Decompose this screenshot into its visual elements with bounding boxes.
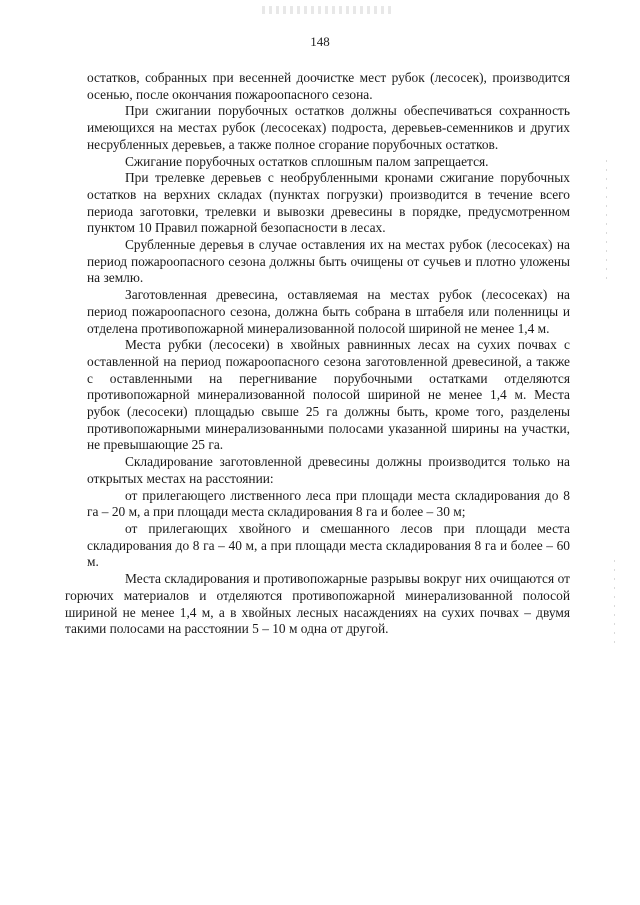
page-number: 148	[310, 34, 330, 49]
document-body	[65, 70, 570, 638]
paragraph-7: Места рубки (лесосеки) в хвойных равнинных лесах на сухих почвах с оставленной на период пожароопасного сезона заготовленной древесиной, а также с оставленными на перегнивание порубочными остатками отделяются противопожарной минерализованной полосой шириной не менее 1,4 м. Места рубок (лесосеки) площадью свыше 25 га должны быть, кроме того, разделены противопожарными минерализованными полосами указанной ширины на участки, не превышающие 25 га.	[87, 337, 570, 453]
paragraph-8: Складирование заготовленной древесины должны производится только на открытых местах на расстоянии:	[87, 454, 570, 486]
paragraph-2: При сжигании порубочных остатков должны обеспечиваться сохранность имеющихся на местах рубок (лесосеках) подроста, деревьев-семенников и других несрубленных деревьев, а также полное сгорание порубочных остатков.	[87, 103, 570, 152]
paragraph-5: Срубленные деревья в случае оставления их на местах рубок (лесосеках) на период пожароопасного сезона должны быть очищены от сучьев и плотно уложены на землю.	[87, 237, 570, 286]
paragraph-3: Сжигание порубочных остатков сплошным палом запрещается.	[125, 153, 489, 169]
paragraph-1: остатков, собранных при весенней доочистке мест рубок (лесосек), производится осенью, после окончания пожароопасного сезона.	[87, 70, 570, 102]
paragraph-4: При трелевке деревьев с необрубленными кронами сжигание порубочных остатков на верхних складах (пунктах погрузки) производится в течение всего периода заготовки, трелевки и вывозки древесины в порядке, предусмотренном пунктом 10 Правил пожарной безопасности в лесах.	[87, 170, 570, 236]
paragraph-10: от прилегающих хвойного и смешанного лесов при площади места складирования до 8 га – 40 м, а при площади места складирования 8 га и более – 60 м.	[87, 520, 570, 570]
scan-artifact	[262, 6, 392, 14]
paragraph-6: Заготовленная древесина, оставляемая на местах рубок (лесосеках) на период пожароопасного сезона, должна быть собрана в штабеля или поленницы и отделена противопожарной минерализованной полосой шириной не менее 1,4 м.	[87, 287, 570, 336]
paragraph-11: Места складирования и противопожарные разрывы вокруг них очищаются от горючих материалов и отделяются противопожарной минерализованной полосой шириной не менее 1,4 м, а в хвойных лесных насаждениях на сухих почвах – двумя такими полосами на расстоянии 5 – 10 м одна от другой.	[65, 571, 570, 637]
paragraph-9: от прилегающего лиственного леса при площади места складирования до 8 га – 20 м, а при площади места складирования 8 га и более – 30 м;	[87, 487, 570, 520]
scan-artifact	[614, 560, 615, 650]
scan-artifact	[606, 160, 607, 280]
